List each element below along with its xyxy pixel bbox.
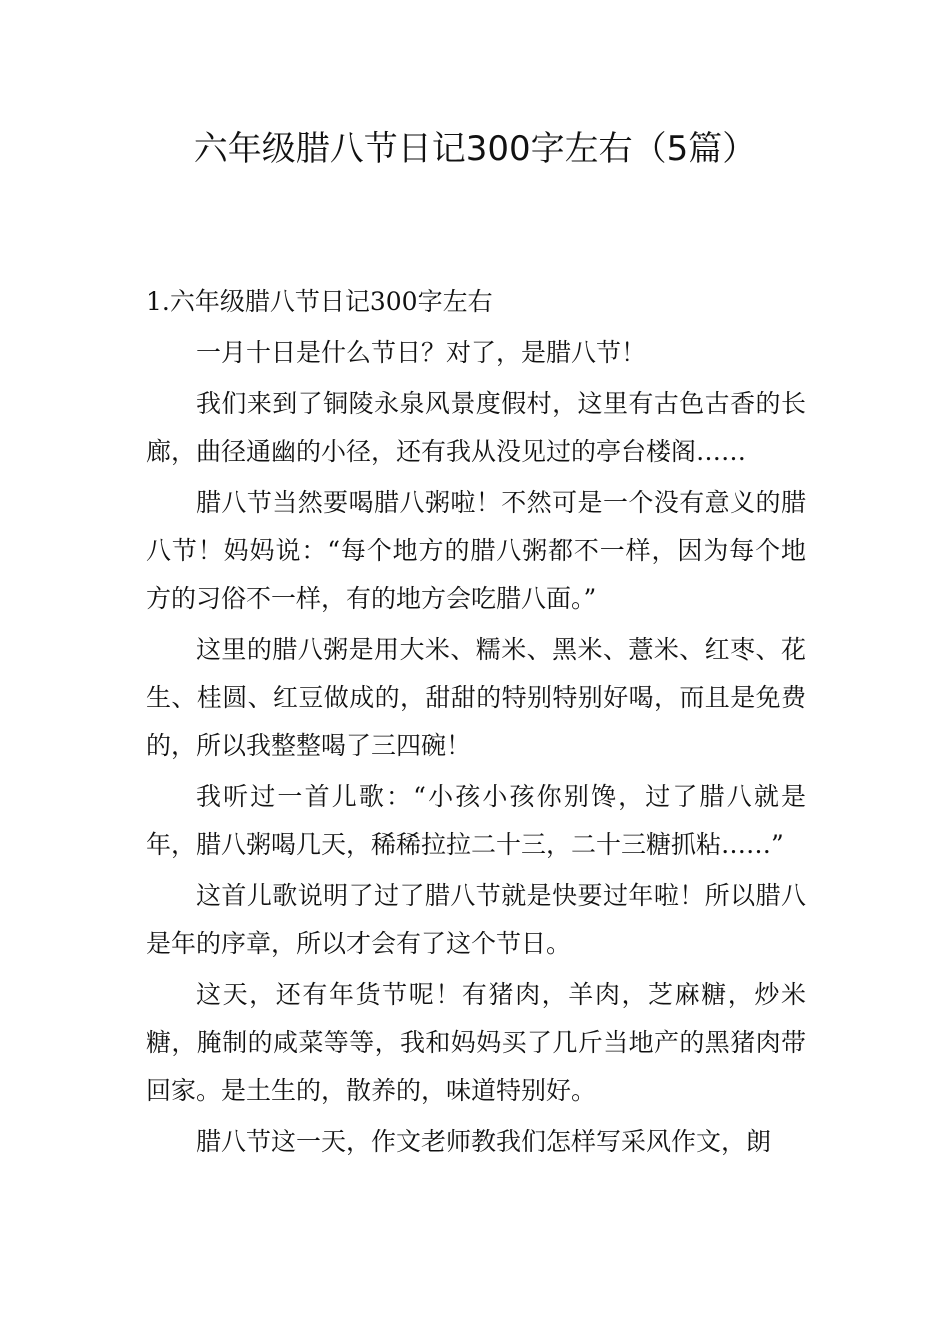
section-heading: 1.六年级腊八节日记300字左右: [146, 287, 493, 316]
paragraph: 这天，还有年货节呢！有猪肉，羊肉，芝麻糖，炒米糖，腌制的咸菜等等，我和妈妈买了几斤当地产的黑猪肉带回家。是土生的，散养的，味道特别好。: [146, 980, 806, 1105]
paragraph: 我们来到了铜陵永泉风景度假村，这里有古色古香的长廊，曲径通幽的小径，还有我从没见过的亭台楼阁……: [146, 389, 806, 466]
paragraph: 这里的腊八粥是用大米、糯米、黑米、薏米、红枣、花生、桂圆、红豆做成的，甜甜的特别特别好喝，而且是免费的，所以我整整喝了三四碗！: [146, 635, 806, 760]
paragraph: 我听过一首儿歌：“小孩小孩你别馋，过了腊八就是年，腊八粥喝几天，稀稀拉拉二十三，二十三糖抓粘……”: [146, 782, 806, 859]
document-body: [146, 278, 806, 1169]
paragraph: 这首儿歌说明了过了腊八节就是快要过年啦！所以腊八是年的序章，所以才会有了这个节日。: [146, 881, 806, 958]
paragraph: 腊八节当然要喝腊八粥啦！不然可是一个没有意义的腊八节！妈妈说：“每个地方的腊八粥都不一样，因为每个地方的习俗不一样，有的地方会吃腊八面。”: [146, 488, 806, 613]
paragraph: 一月十日是什么节日？对了，是腊八节！: [196, 338, 647, 367]
paragraph: 腊八节这一天，作文老师教我们怎样写采风作文，朗: [196, 1127, 772, 1156]
document-title: 六年级腊八节日记300字左右（5篇）: [193, 129, 757, 169]
